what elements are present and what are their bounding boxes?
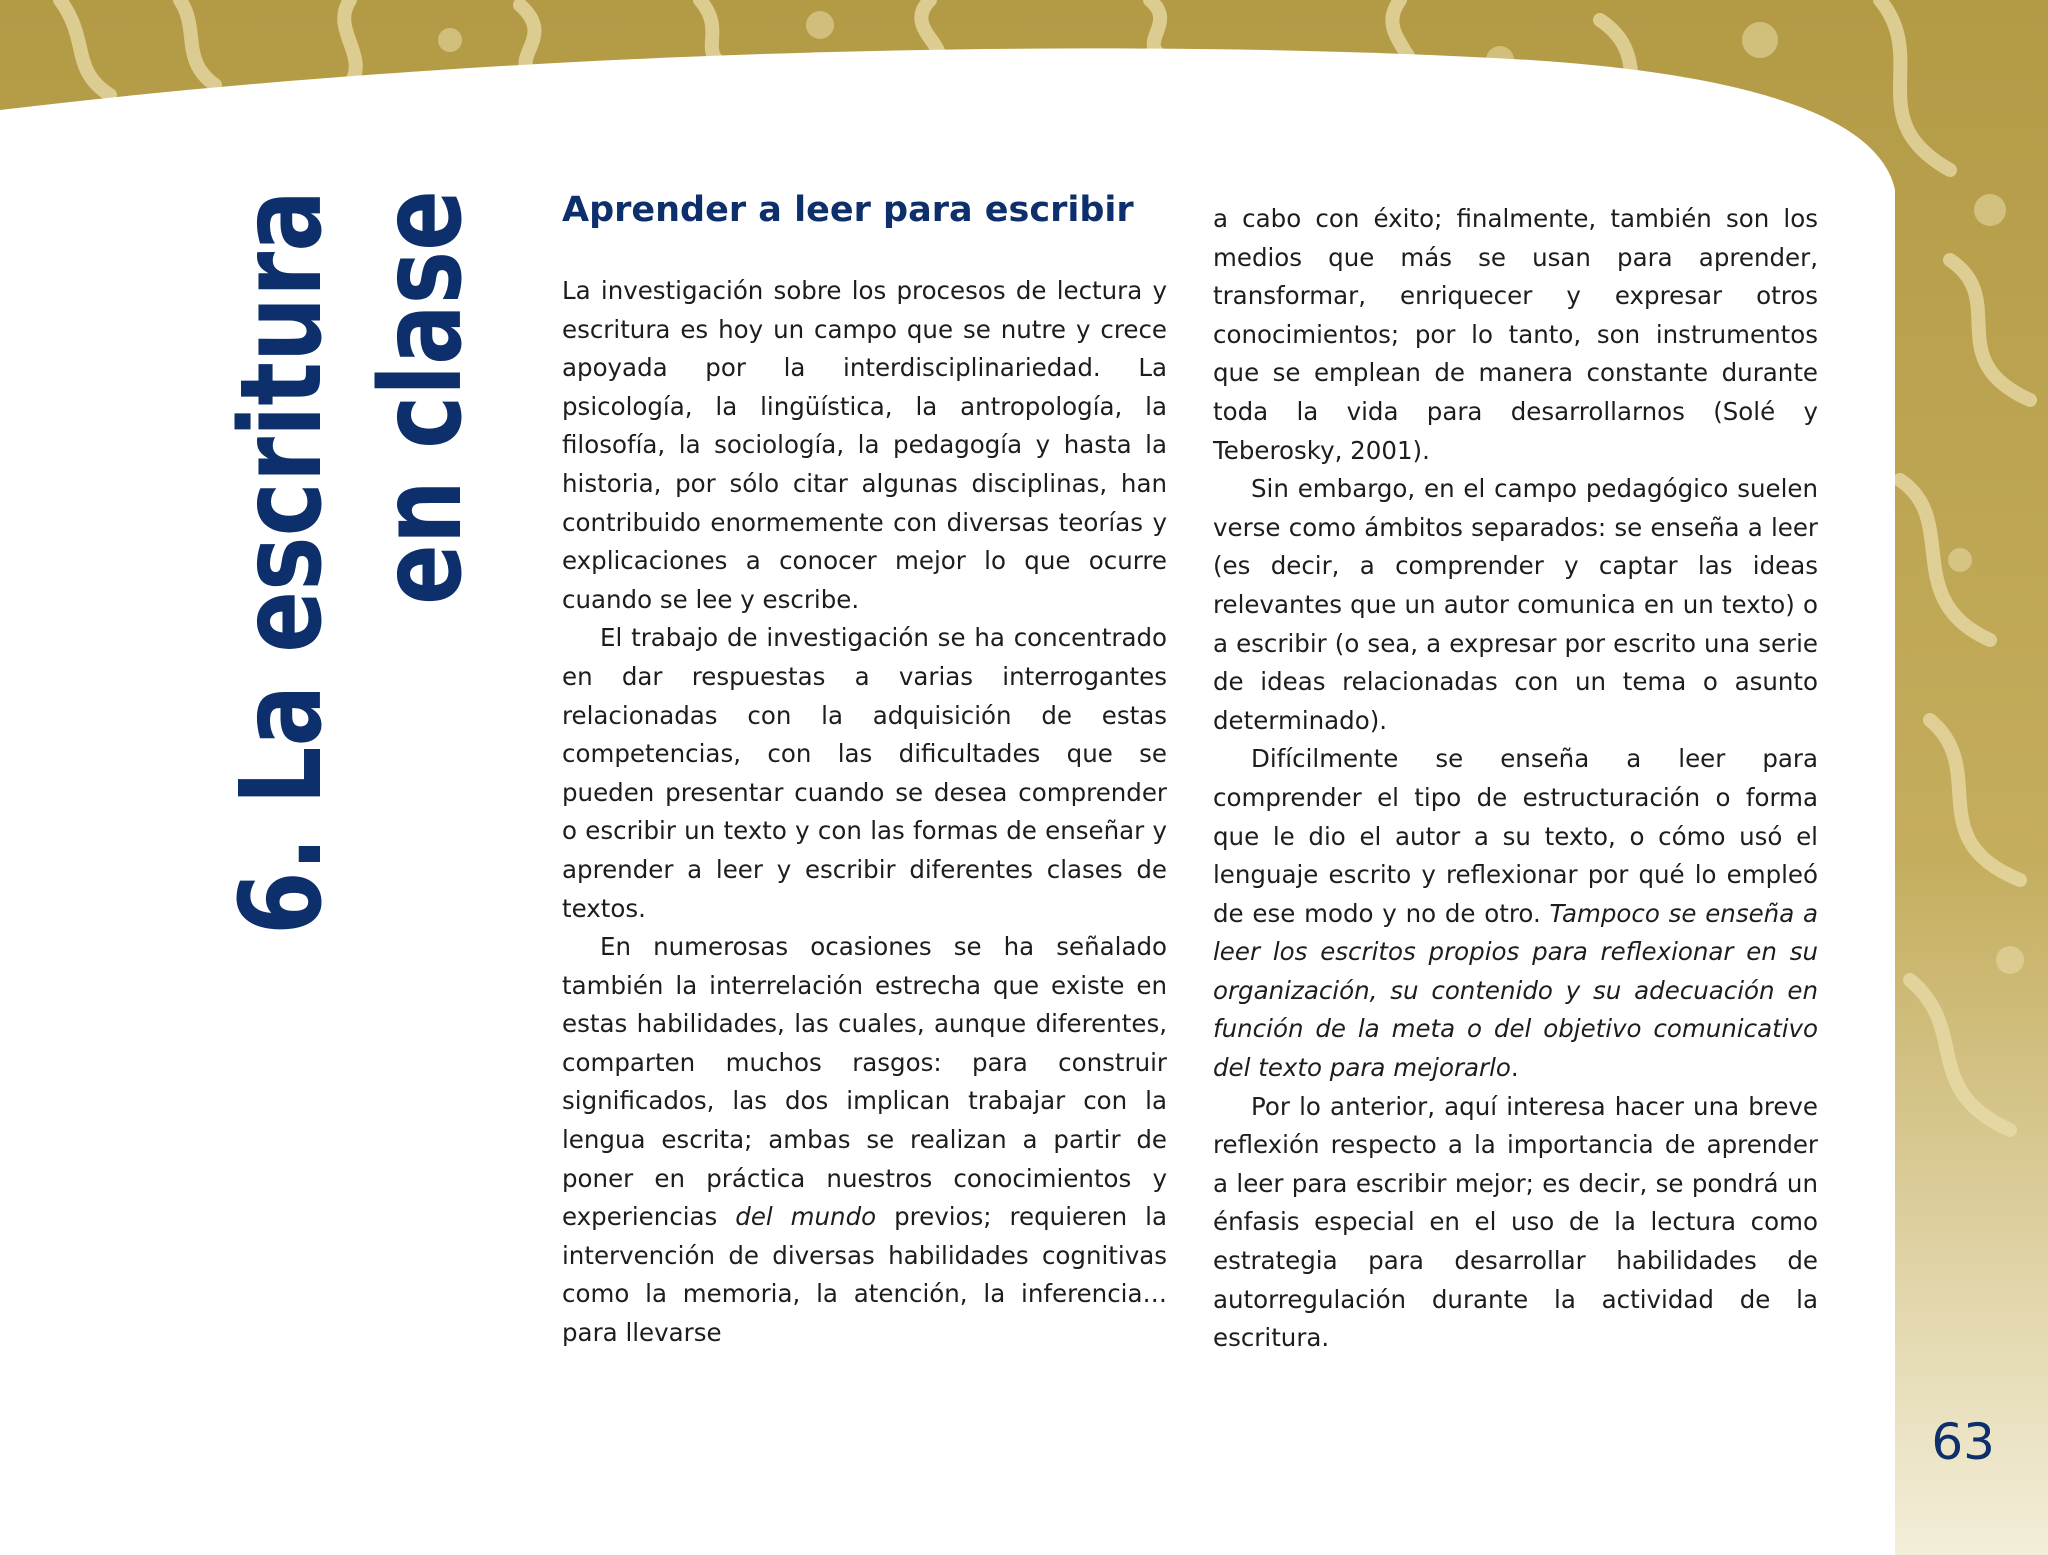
page-number: 63 bbox=[1931, 1413, 1995, 1471]
italic-text: Tampoco se enseña a leer los escritos propios para reflexionar en su organización, su contenido y su adecuación en función de la meta o del objetivo comunicativo del texto para mejorarlo bbox=[1213, 898, 1819, 1083]
paragraph-text: previos; requieren la intervención de diversas habilidades cognitivas como la memoria, la atención, la inferencia… para llevarse bbox=[562, 1202, 1167, 1348]
italic-text: del mundo bbox=[735, 1202, 877, 1232]
paragraph: a cabo con éxito; finalmente, también son los medios que más se usan para aprender, transformar, enriquecer y expresar otros conocimientos; por lo tanto, son instrumentos que se emplean de manera constante durante toda la vida para desarrollarnos (Solé y Teberosky, 2001). bbox=[1213, 204, 1818, 465]
chapter-title-line2: en clase bbox=[357, 87, 487, 605]
paragraph bbox=[562, 928, 1167, 1353]
text-column-left bbox=[562, 272, 1167, 1353]
chapter-title-line1: 6. La escritura bbox=[217, 22, 347, 935]
paragraph-text: En numerosas ocasiones se ha señalado también la interrelación estrecha que existe en estas habilidades, las cuales, aunque diferentes, comparten muchos rasgos: para construir significados, las dos implican trabajar con la lengua escrita; ambas se realizan a partir de poner en práctica nuestros conocimientos y experiencias bbox=[562, 932, 1167, 1232]
chapter-title-vertical bbox=[217, 22, 487, 950]
text-column-right bbox=[1213, 200, 1818, 1358]
paragraph-text: . bbox=[1510, 1053, 1519, 1083]
paragraph bbox=[1213, 740, 1818, 1087]
paragraph-text: Difícilmente se enseña a leer para comprender el tipo de estructuración o forma que le dio el autor a su texto, o cómo usó el lenguaje escrito y reflexionar por qué lo empleó de ese modo y no de otro. bbox=[1213, 744, 1818, 928]
chapter-title bbox=[217, 22, 487, 950]
section-heading: Aprender a leer para escribir bbox=[562, 190, 1134, 230]
paragraph: La investigación sobre los procesos de lectura y escritura es hoy un campo que se nutre y crece apoyada por la interdisciplinariedad. La psicología, la lingüística, la antropología, la filosofía, la sociología, la pedagogía y hasta la historia, por sólo citar algunas disciplinas, han contribuido enormemente con diversas teorías y explicaciones a conocer mejor lo que ocurre cuando se lee y escribe. bbox=[562, 276, 1167, 614]
paragraph: Por lo anterior, aquí interesa hacer una breve reflexión respecto a la importancia de aprender a leer para escribir mejor; es decir, se pondrá un énfasis especial en el uso de la lectura como estrategia para desarrollar habilidades de autorregulación durante la actividad de la escritura. bbox=[1213, 1091, 1818, 1353]
paragraph: El trabajo de investigación se ha concentrado en dar respuestas a varias interrogantes relacionadas con la adquisición de estas competencias, con las dificultades que se pueden presentar cuando se desea comprender o escribir un texto y con las formas de enseñar y aprender a leer y escribir diferentes clases de textos. bbox=[562, 623, 1167, 923]
paragraph: Sin embargo, en el campo pedagógico suelen verse como ámbitos separados: se enseña a leer (es decir, a comprender y captar las ideas relevantes que un autor comunica en un texto) o a escribir (o sea, a expresar por escrito una serie de ideas relacionadas con un tema o asunto determinado). bbox=[1213, 474, 1818, 735]
